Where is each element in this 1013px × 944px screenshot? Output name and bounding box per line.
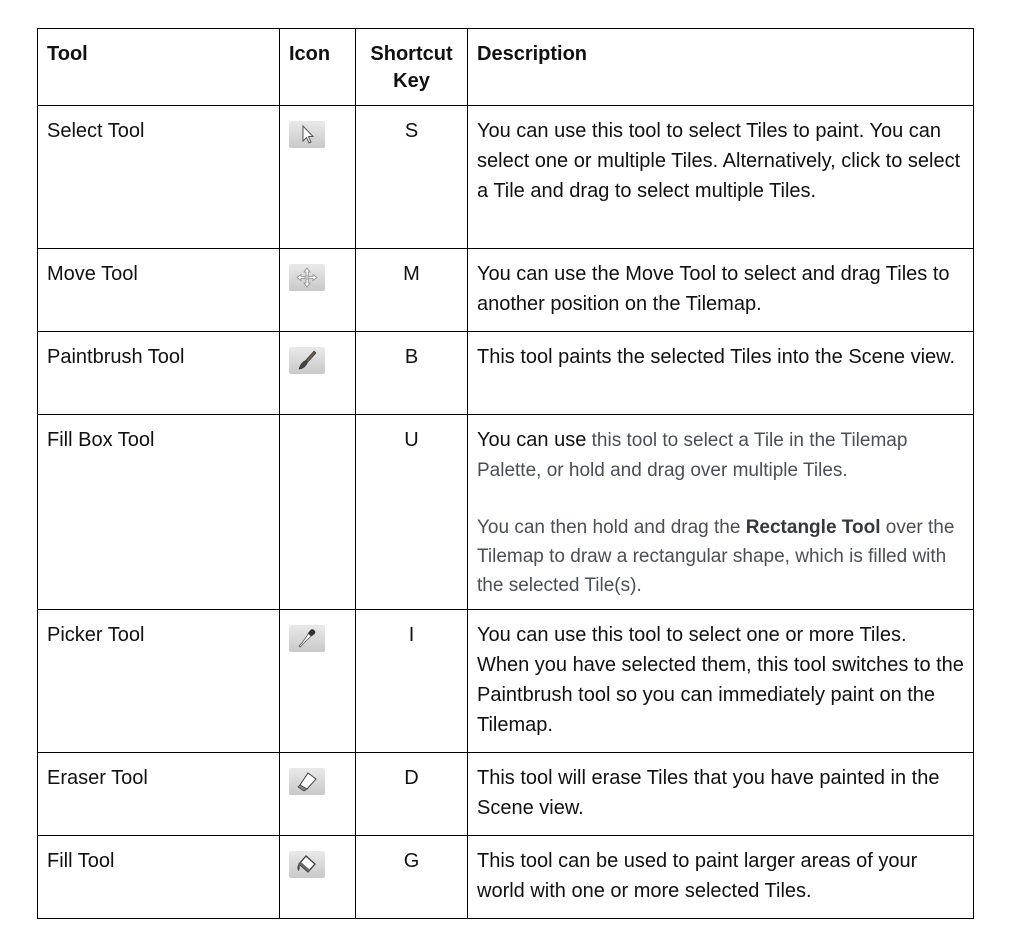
select-arrow-icon (289, 121, 325, 148)
tool-name: Fill Box Tool (38, 415, 280, 610)
tool-description: This tool can be used to paint larger areas of your world with one or more selected Tiles. (468, 836, 974, 919)
description-lead: You can use (477, 429, 587, 451)
description-paragraph (477, 425, 964, 485)
header-shortcut-key: Shortcut Key (356, 29, 468, 106)
table-row (38, 249, 974, 332)
header-icon: Icon (280, 29, 356, 106)
eraser-icon (289, 768, 325, 795)
tool-description (468, 415, 974, 610)
tool-name: Paintbrush Tool (38, 332, 280, 415)
tool-name: Eraser Tool (38, 753, 280, 836)
description-paragraph-2: You can then hold and drag the Rectangle Tool over the Tilemap to draw a rectangular shape, which is filled with the selected Tile(s). (477, 517, 955, 596)
shortcut-key: G (356, 836, 468, 919)
table-row (38, 753, 974, 836)
tool-name: Fill Tool (38, 836, 280, 919)
tool-name: Move Tool (38, 249, 280, 332)
header-description: Description (468, 29, 974, 106)
tool-icon-cell (280, 610, 356, 753)
shortcut-key: I (356, 610, 468, 753)
table-row (38, 415, 974, 610)
paintbrush-icon (289, 347, 325, 374)
table-row (38, 836, 974, 919)
shortcut-key: B (356, 332, 468, 415)
tool-icon-cell (280, 753, 356, 836)
tool-description: You can use this tool to select one or more Tiles. When you have selected them, this tool switches to the Paintbrush tool so you can immediately paint on the Tilemap. (468, 610, 974, 753)
tool-icon-cell (280, 415, 356, 610)
shortcut-key: M (356, 249, 468, 332)
shortcut-key: S (356, 106, 468, 249)
table-row (38, 610, 974, 753)
tool-description: This tool will erase Tiles that you have painted in the Scene view. (468, 753, 974, 836)
tool-description: You can use this tool to select Tiles to paint. You can select one or multiple Tiles. Alternatively, click to select a Tile and drag to select multiple Tiles. (468, 106, 974, 249)
picker-icon (289, 625, 325, 652)
shortcut-key: D (356, 753, 468, 836)
table-row (38, 106, 974, 249)
tool-icon-cell (280, 249, 356, 332)
tool-icon-cell (280, 106, 356, 249)
rectangle-tool-label: Rectangle Tool (745, 517, 881, 538)
tool-description: This tool paints the selected Tiles into the Scene view. (468, 332, 974, 415)
table-row (38, 332, 974, 415)
fill-bucket-icon (289, 851, 325, 878)
tool-name: Picker Tool (38, 610, 280, 753)
shortcut-key: U (356, 415, 468, 610)
header-tool: Tool (38, 29, 280, 106)
description-rest: this tool to select a Tile in the Tilemap Palette, or hold and drag over multiple Tiles. (477, 430, 908, 481)
move-arrows-icon (289, 264, 325, 291)
tool-description: You can use the Move Tool to select and drag Tiles to another position on the Tilemap. (468, 249, 974, 332)
tool-icon-cell (280, 836, 356, 919)
tool-name: Select Tool (38, 106, 280, 249)
tilemap-tools-table (37, 28, 974, 919)
table-header-row (38, 29, 974, 106)
tool-icon-cell (280, 332, 356, 415)
